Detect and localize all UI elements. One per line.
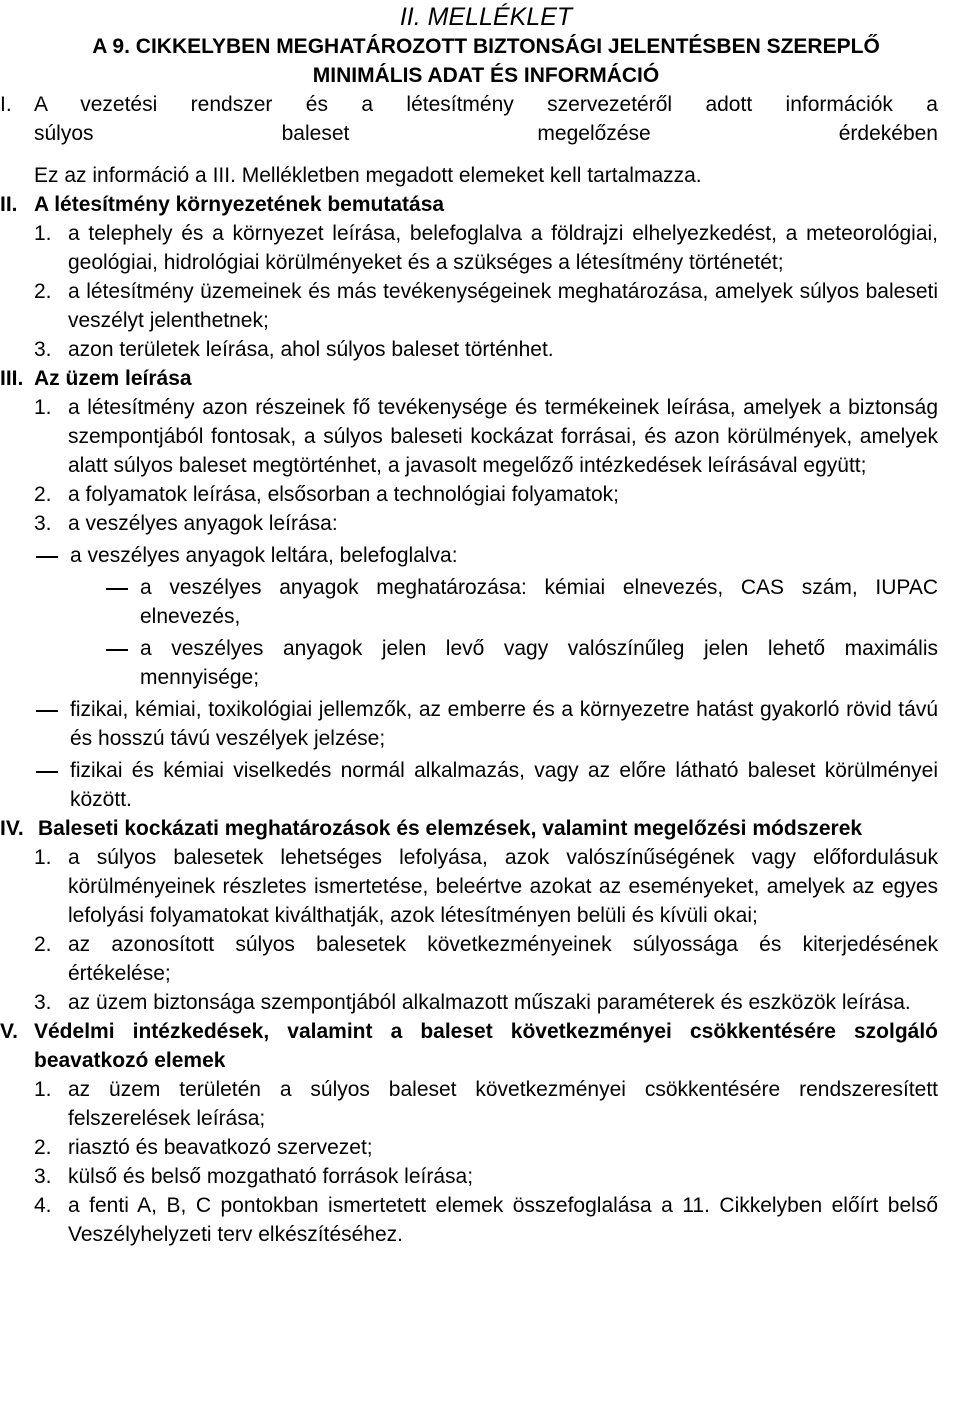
list-item (34, 1191, 938, 1249)
list-item (34, 1075, 938, 1133)
section-4-number: IV. (0, 817, 24, 840)
dash-item (34, 756, 938, 814)
section-4-heading (0, 814, 938, 843)
document-page (0, 2, 950, 1249)
section-1-number: I. (0, 93, 12, 116)
list-item (34, 219, 938, 277)
list-item-number: 2. (34, 1136, 52, 1159)
dash-bullet-icon (34, 541, 70, 570)
list-item-number: 2. (34, 933, 52, 956)
dash-bullet-icon (104, 573, 140, 631)
list-item-number: 1. (34, 396, 52, 419)
list-item-number: 2. (34, 483, 52, 506)
list-item (34, 1162, 938, 1191)
page-subtitle-line-2: MINIMÁLIS ADAT ÉS INFORMÁCIÓ (312, 64, 660, 87)
section-5-number: V. (0, 1020, 18, 1043)
page-title: II. MELLÉKLET (399, 3, 573, 31)
section-3-number: III. (0, 367, 24, 390)
list-item (34, 335, 938, 364)
list-item-text: az üzem területén a súlyos baleset következményei csökkentésére rendszeresített felszerelések leírása; (68, 1078, 938, 1130)
list-item (34, 930, 938, 988)
list-item (34, 843, 938, 930)
dash-item-text: a veszélyes anyagok leltára, belefoglalva: (70, 544, 458, 567)
section-1-heading-line-1: A vezetési rendszer és a létesítmény szervezetéről adott információk a (34, 93, 938, 116)
dash-bullet-icon (34, 695, 70, 753)
dash-item-text: fizikai és kémiai viselkedés normál alkalmazás, vagy az előre látható baleset körülményei között. (70, 759, 938, 811)
list-item-text: külső és belső mozgatható források leírása; (68, 1165, 474, 1188)
section-1-note: Ez az információ a III. Mellékletben megadott elemeket kell tartalmazza. (34, 164, 702, 187)
list-item (34, 988, 938, 1017)
list-item-text: a létesítmény üzemeinek és más tevékenységeinek meghatározása, amelyek súlyos baleseti veszélyt jelenthetnek; (68, 280, 938, 332)
list-item-number: 4. (34, 1194, 52, 1217)
section-3-heading (0, 364, 938, 393)
list-item (34, 480, 938, 509)
section-2-number: II. (0, 193, 18, 216)
section-5-heading (0, 1017, 938, 1075)
list-item-number: 1. (34, 1078, 52, 1101)
list-item-text: a veszélyes anyagok leírása: (68, 512, 338, 535)
section-1-heading-line-2: súlyos baleset megelőzése érdekében (34, 122, 938, 145)
list-item-number: 3. (34, 338, 52, 361)
list-item-text: az azonosított súlyos balesetek következményeinek súlyossága és kiterjedésének értékelése; (68, 933, 938, 985)
dash-item (34, 695, 938, 753)
list-item (34, 277, 938, 335)
dash-item (104, 634, 938, 692)
dash-item-text: a veszélyes anyagok meghatározása: kémiai elnevezés, CAS szám, IUPAC elnevezés, (140, 576, 938, 628)
dash-bullet-icon (34, 756, 70, 814)
dash-item (34, 541, 938, 570)
dash-item-text: a veszélyes anyagok jelen levő vagy valószínűleg jelen lehető maximális mennyisége; (140, 637, 938, 689)
list-item (34, 393, 938, 480)
list-item-text: a létesítmény azon részeinek fő tevékenysége és termékeinek leírása, amelyek a biztonság szempontjából fontosak, a súlyos baleseti kockázat forrásai, és azon körülmények, amelyek alatt súlyos baleset megtörténhet, a javasolt megelőző intézkedések leírásával együtt; (68, 396, 938, 477)
list-item-text: a súlyos balesetek lehetséges lefolyása, azok valószínűségének vagy előfordulásuk körülményeinek részletes ismertetése, beleértve azokat az eseményeket, amelyek az egyes lefolyási folyamatokat kiválthatják, azok létesítményen belüli és kívüli okai; (68, 846, 938, 927)
section-5-title: Védelmi intézkedések, valamint a baleset következményei csökkentésére szolgáló beavatkozó elemek (34, 1020, 938, 1072)
list-item-text: riasztó és beavatkozó szervezet; (68, 1136, 373, 1159)
section-1-heading (0, 90, 938, 148)
dash-item-text: fizikai, kémiai, toxikológiai jellemzők, az emberre és a környezetre hatást gyakorló rövid távú és hosszú távú veszélyek jelzése; (70, 698, 938, 750)
list-item-text: azon területek leírása, ahol súlyos baleset történhet. (68, 338, 554, 361)
list-item-text: az üzem biztonsága szempontjából alkalmazott műszaki paraméterek és eszközök leírása. (68, 991, 911, 1014)
list-item (34, 1133, 938, 1162)
dash-item (104, 573, 938, 631)
list-item-text: a folyamatok leírása, elsősorban a technológiai folyamatok; (68, 483, 619, 506)
page-subtitle-line-1: A 9. CIKKELYBEN MEGHATÁROZOTT BIZTONSÁGI JELENTÉSBEN SZEREPLŐ (92, 35, 880, 58)
list-item-text: a fenti A, B, C pontokban ismertetett elemek összefoglalása a 11. Cikkelyben előírt belső Veszélyhelyzeti terv elkészítéséhez. (68, 1194, 938, 1246)
list-item (34, 509, 938, 538)
section-3-title: Az üzem leírása (34, 367, 192, 390)
section-2-heading (0, 190, 938, 219)
list-item-number: 3. (34, 512, 52, 535)
list-item-number: 3. (34, 1165, 52, 1188)
section-4-title: Baleseti kockázati meghatározások és elemzések, valamint megelőzési módszerek (38, 817, 863, 840)
list-item-number: 1. (34, 222, 52, 245)
section-2-title: A létesítmény környezetének bemutatása (34, 193, 445, 216)
list-item-number: 2. (34, 280, 52, 303)
list-item-number: 1. (34, 846, 52, 869)
dash-bullet-icon (104, 634, 140, 692)
list-item-text: a telephely és a környezet leírása, belefoglalva a földrajzi elhelyezkedést, a meteorológiai, geológiai, hidrológiai körülményeket és a szükséges a létesítmény történetét; (68, 222, 938, 274)
list-item-number: 3. (34, 991, 52, 1014)
